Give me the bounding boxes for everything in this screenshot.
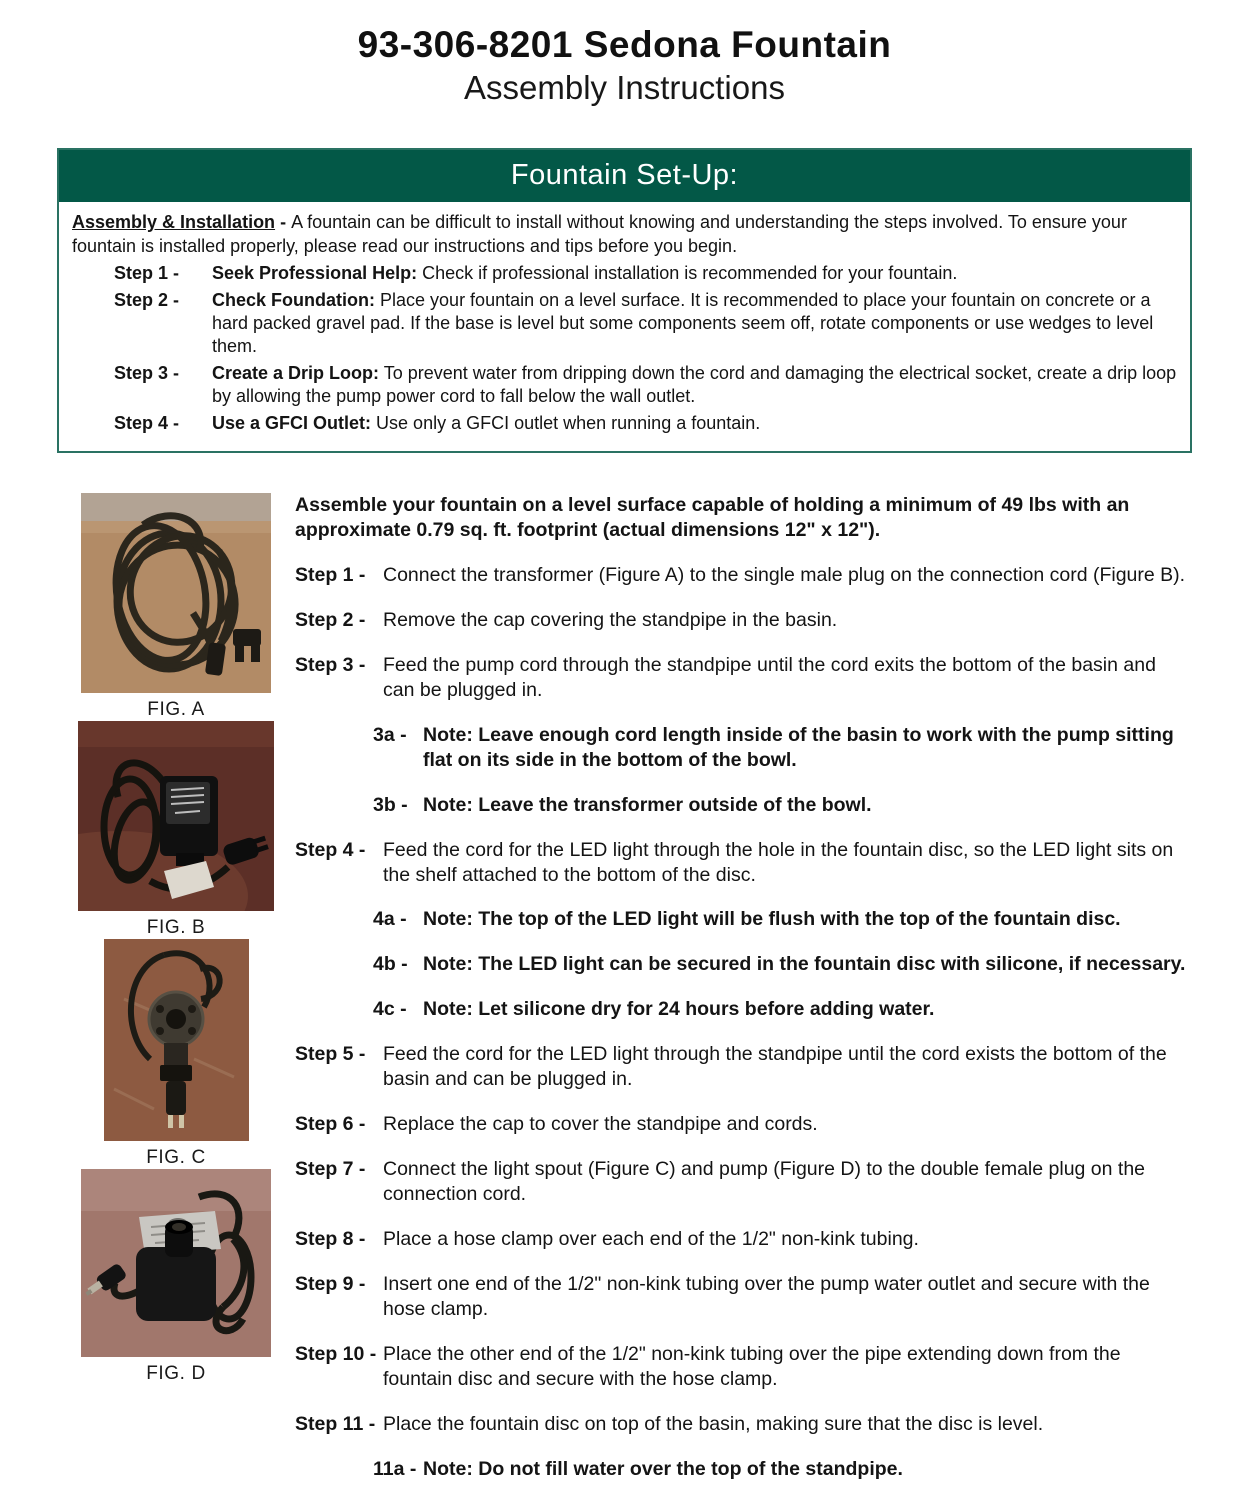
assembly-step-2: [295, 608, 1192, 633]
figure-c-caption: FIG. C: [146, 1147, 206, 1168]
assembly-step-1: [295, 563, 1192, 588]
fig-a-photo: [81, 493, 271, 693]
assembly-step-9: [295, 1272, 1192, 1322]
setup-step-title: Use a GFCI Outlet:: [212, 412, 372, 433]
setup-step-text: Use only a GFCI outlet when running a fountain.: [376, 412, 761, 433]
note-label: 4c -: [373, 998, 407, 1021]
figure-a-caption: FIG. A: [147, 699, 205, 720]
step-text: Place the fountain disc on top of the basin, making sure that the disc is level.: [383, 1412, 1044, 1435]
step-label: Step 4 -: [295, 838, 366, 861]
assembly-note-11a: [373, 1457, 1192, 1482]
setup-step-text: Check if professional installation is recommended for your fountain.: [422, 263, 958, 284]
assembly-note-3a: [373, 723, 1192, 773]
setup-step-label: Step 3 -: [114, 362, 180, 383]
setup-step-title: Create a Drip Loop:: [212, 362, 380, 383]
setup-intro-dash: -: [275, 212, 292, 233]
note-text: Note: Do not fill water over the top of the standpipe.: [423, 1457, 903, 1480]
setup-intro-label: Assembly & Installation: [72, 212, 276, 233]
assembly-note-3b: [373, 793, 1192, 818]
note-text: Note: Leave the transformer outside of the bowl.: [423, 793, 872, 816]
note-label: 11a -: [373, 1457, 417, 1480]
setup-step-label: Step 4 -: [114, 412, 180, 433]
assembly-step-8: [295, 1227, 1192, 1252]
step-label: Step 11 -: [295, 1412, 376, 1435]
setup-step: [114, 362, 1177, 409]
step-text: Feed the cord for the LED light through the hole in the fountain disc, so the LED light sits on the shelf attached to the bottom of the disc.: [383, 838, 1174, 886]
step-text: Feed the pump cord through the standpipe until the cord exits the bottom of the basin and can be plugged in.: [383, 653, 1156, 701]
fountain-setup-box: [57, 148, 1192, 453]
assembly-note-4c: [373, 997, 1192, 1022]
doc-header: [57, 24, 1192, 106]
setup-step-text: Place your fountain on a level surface. It is recommended to place your fountain on concrete or a hard packed gravel pad. If the base is level but some components seem off, rotate components or use wedges to level them.: [212, 289, 1154, 357]
setup-step-title: Seek Professional Help:: [212, 263, 418, 284]
step-text: Connect the transformer (Figure A) to the single male plug on the connection cord (Figure B).: [383, 563, 1186, 586]
step-text: Place a hose clamp over each end of the 1/2" non-kink tubing.: [383, 1228, 919, 1251]
figure-a: [57, 493, 295, 721]
step-label: Step 6 -: [295, 1113, 366, 1136]
assembly-step-11: [295, 1412, 1192, 1437]
step-label: Step 1 -: [295, 563, 366, 586]
figure-d: [57, 1169, 295, 1385]
step-label: Step 9 -: [295, 1273, 366, 1296]
assembly-steps-column: [295, 493, 1192, 1482]
assembly-step-7: [295, 1157, 1192, 1207]
figure-b-caption: FIG. B: [146, 917, 206, 938]
note-label: 4b -: [373, 953, 408, 976]
setup-intro-text: A fountain can be difficult to install without knowing and understanding the steps involved. To ensure your fountain is installed properly, please read our instructions and tips before you begin.: [72, 212, 1127, 256]
setup-step-label: Step 1 -: [114, 263, 180, 284]
step-text: Connect the light spout (Figure C) and pump (Figure D) to the double female plug on the connection cord.: [383, 1158, 1146, 1206]
page-title: 93-306-8201 Sedona Fountain: [357, 24, 892, 65]
assembly-step-4: [295, 838, 1192, 888]
note-label: 4a -: [373, 908, 407, 931]
note-text: Note: The top of the LED light will be flush with the top of the fountain disc.: [423, 908, 1121, 931]
page-subtitle: Assembly Instructions: [464, 68, 785, 106]
assembly-step-10: [295, 1342, 1192, 1392]
setup-box-header: Fountain Set-Up:: [59, 150, 1190, 202]
note-text: Note: Leave enough cord length inside of the basin to work with the pump sitting flat on its side in the bottom of the bowl.: [423, 723, 1174, 771]
setup-step-title: Check Foundation:: [212, 289, 375, 310]
setup-step-label: Step 2 -: [114, 289, 180, 310]
setup-step: [114, 262, 1177, 285]
step-label: Step 5 -: [295, 1043, 366, 1066]
figures-column: [57, 493, 295, 1482]
setup-step: [114, 289, 1177, 359]
assembly-step-5: [295, 1042, 1192, 1092]
assembly-step-3: [295, 653, 1192, 703]
note-label: 3a -: [373, 723, 407, 746]
step-text: Replace the cap to cover the standpipe and cords.: [383, 1113, 818, 1136]
step-text: Insert one end of the 1/2" non-kink tubing over the pump water outlet and secure with the hose clamp.: [383, 1273, 1150, 1321]
note-text: Note: The LED light can be secured in the fountain disc with silicone, if necessary.: [423, 953, 1186, 976]
assembly-note-4b: [373, 952, 1192, 977]
figure-b: [57, 721, 295, 939]
fig-d-photo: [81, 1169, 271, 1357]
assembly-note-4a: [373, 907, 1192, 932]
fig-b-photo: [78, 721, 274, 911]
figure-c: [57, 939, 295, 1169]
step-text: Place the other end of the 1/2" non-kink tubing over the pipe extending down from the fountain disc and secure with the hose clamp.: [383, 1342, 1121, 1390]
figure-d-caption: FIG. D: [146, 1363, 206, 1384]
step-text: Feed the cord for the LED light through the standpipe until the cord exists the bottom of the basin and can be plugged in.: [383, 1043, 1167, 1091]
main-content: [57, 493, 1192, 1482]
assembly-step-6: [295, 1112, 1192, 1137]
step-text: Remove the cap covering the standpipe in the basin.: [383, 608, 838, 631]
note-label: 3b -: [373, 793, 408, 816]
assembly-intro: Assemble your fountain on a level surface capable of holding a minimum of 49 lbs with an approximate 0.79 sq. ft. footprint (actual dimensions 12" x 12").: [295, 494, 1130, 541]
fig-c-photo: [104, 939, 249, 1141]
step-label: Step 3 -: [295, 653, 366, 676]
step-label: Step 10 -: [295, 1342, 377, 1365]
note-text: Note: Let silicone dry for 24 hours before adding water.: [423, 998, 935, 1021]
step-label: Step 2 -: [295, 608, 366, 631]
step-label: Step 8 -: [295, 1228, 366, 1251]
step-label: Step 7 -: [295, 1158, 366, 1181]
setup-step: [114, 412, 1177, 435]
setup-intro: [72, 211, 1177, 258]
setup-box-body: [59, 202, 1190, 451]
setup-step-text: To prevent water from dripping down the cord and damaging the electrical socket, create a drip loop by allowing the pump power cord to fall below the wall outlet.: [212, 362, 1177, 407]
